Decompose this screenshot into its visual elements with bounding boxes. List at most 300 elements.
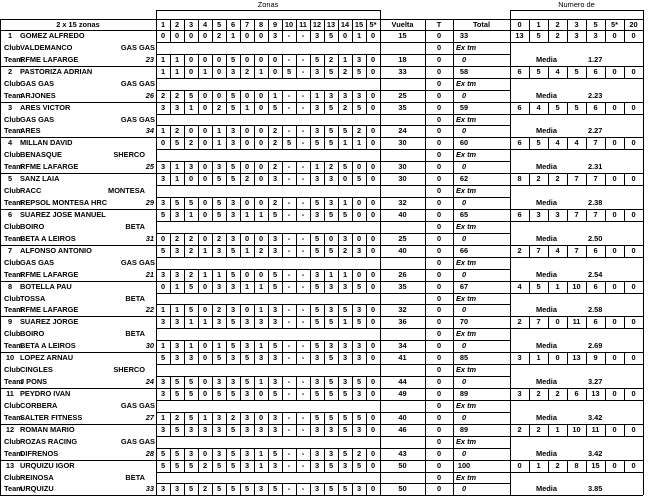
score-count: 11	[591, 424, 600, 434]
lap-total: 40	[398, 245, 407, 255]
grid-vline	[366, 388, 367, 400]
rider-club: ROZAS RACING	[20, 436, 78, 446]
media-label: Media	[536, 162, 557, 172]
grid-vline	[282, 209, 283, 221]
grand-total: 60	[459, 138, 469, 148]
team-label: Team	[4, 90, 23, 100]
grid-vline	[170, 66, 171, 78]
zone-score: 5	[328, 484, 334, 494]
score-count: 0	[612, 317, 617, 327]
grid-vline	[605, 316, 606, 328]
grid-vline	[156, 30, 157, 66]
grid-vline	[352, 173, 353, 185]
zone-score: 3	[328, 424, 334, 434]
zone-score: 1	[188, 317, 194, 327]
grid-vline	[254, 30, 255, 42]
grid-vline	[198, 66, 199, 78]
grid-vline	[643, 209, 644, 245]
zone-score: 5	[244, 353, 250, 363]
lap-total: 18	[398, 54, 407, 64]
grid-vline	[624, 209, 625, 221]
score-count: 0	[612, 31, 617, 40]
score-count: 8	[517, 174, 522, 184]
rider-bike: BETA	[125, 472, 145, 482]
grid-vline	[324, 19, 325, 30]
zone-header: 7	[244, 20, 250, 29]
grid-vline	[338, 269, 339, 281]
grid-vline	[352, 424, 353, 436]
zone-score: 5	[314, 317, 320, 327]
grid-vline	[586, 424, 587, 436]
zone-score: 3	[314, 460, 320, 470]
zone-score: 0	[216, 66, 222, 76]
time-penalty: 0	[436, 424, 442, 434]
grid-hline	[156, 54, 510, 55]
grid-vline	[226, 269, 227, 281]
grid-vline	[170, 352, 171, 364]
zone-score: 3	[314, 377, 320, 387]
zone-score: 1	[160, 305, 166, 315]
grid-vline	[529, 173, 530, 185]
grid-vline	[338, 209, 339, 221]
zone-score: 3	[314, 210, 320, 219]
grid-vline	[212, 388, 213, 400]
grid-vline	[425, 245, 426, 281]
zone-score: 0	[370, 90, 376, 100]
score-count: 0	[612, 353, 617, 363]
zone-score: 3	[356, 424, 362, 434]
zone-score: 5	[230, 90, 236, 100]
time-penalty: 0	[436, 138, 442, 148]
grid-vline	[529, 137, 530, 149]
grid-vline	[198, 90, 199, 102]
score-count: 13	[515, 31, 524, 40]
zone-score: 0	[356, 210, 362, 219]
grid-vline	[254, 197, 255, 209]
zone-score: 5	[188, 198, 194, 208]
media-label: Media	[536, 90, 557, 100]
zone-score: 2	[342, 102, 348, 112]
zone-score: 1	[342, 269, 348, 279]
zone-score: -	[287, 198, 291, 208]
grid-vline	[254, 412, 255, 424]
grid-vline	[296, 376, 297, 388]
grid-vline	[240, 304, 241, 316]
team-label: Team	[4, 198, 23, 208]
zone-score: 3	[314, 31, 320, 40]
grid-vline	[184, 269, 185, 281]
zone-score: 0	[370, 353, 376, 363]
rider-dorsal: 21	[145, 269, 154, 279]
grid-vline	[212, 137, 213, 149]
zone-score: 5	[188, 305, 194, 315]
zone-score: 5	[314, 245, 320, 255]
grid-vline	[198, 197, 199, 209]
zone-score: -	[301, 54, 305, 64]
rider-name: SANZ LAIA	[20, 174, 60, 184]
rider-dorsal: 22	[145, 305, 154, 315]
zone-score: 3	[328, 341, 334, 351]
rider-club: TOSSA	[20, 293, 46, 303]
grid-vline	[170, 376, 171, 388]
score-count: 2	[517, 424, 522, 434]
grid-vline	[212, 304, 213, 316]
zone-score: 5	[160, 353, 166, 363]
zone-score: -	[287, 233, 291, 243]
grid-vline	[254, 448, 255, 460]
grid-vline	[240, 388, 241, 400]
grid-vline	[268, 209, 269, 221]
zone-score: -	[287, 31, 291, 40]
zone-score: -	[287, 412, 291, 422]
grid-vline	[240, 102, 241, 114]
zone-score: 0	[370, 210, 376, 219]
grid-vline	[352, 281, 353, 293]
zone-score: 3	[272, 353, 278, 363]
grid-vline	[338, 19, 339, 30]
grid-vline	[156, 66, 157, 102]
zone-score: 3	[230, 353, 236, 363]
zone-score: 5	[314, 389, 320, 398]
zone-score: 5	[286, 66, 292, 76]
grid-vline	[453, 460, 454, 496]
grid-vline	[366, 245, 367, 257]
zone-score: 3	[356, 245, 362, 255]
zone-score: 2	[174, 126, 180, 136]
zone-score: 1	[230, 31, 236, 40]
grid-vline	[156, 137, 157, 173]
zone-score: 5	[216, 198, 222, 208]
media-label: Media	[536, 448, 557, 458]
zone-score: 1	[160, 66, 166, 76]
media-value: 3.42	[588, 448, 603, 458]
grid-vline	[605, 352, 606, 364]
time-penalty: 0	[436, 210, 442, 219]
grid-vline	[240, 352, 241, 364]
rider-position: 12	[5, 424, 15, 434]
score-count: 3	[517, 353, 522, 363]
grid-vline	[296, 460, 297, 472]
zone-score: 5	[356, 317, 362, 327]
time-penalty: 0	[436, 412, 442, 422]
score-count: 0	[631, 210, 636, 219]
grid-vline	[254, 483, 255, 495]
zone-header: 3	[188, 20, 194, 29]
grid-vline	[380, 352, 381, 388]
score-count: 7	[536, 245, 541, 255]
zone-score: -	[287, 90, 291, 100]
zone-score: 3	[314, 174, 320, 184]
grid-vline	[268, 483, 269, 495]
rider-dorsal: 26	[145, 90, 154, 100]
zone-score: 3	[216, 412, 222, 422]
total-header: Total	[472, 20, 491, 29]
zone-header: 6	[230, 20, 236, 29]
grid-vline	[338, 137, 339, 149]
grid-vline	[198, 352, 199, 364]
zone-score: 3	[356, 484, 362, 494]
score-count: 0	[631, 424, 636, 434]
score-count: 5	[536, 281, 541, 291]
grid-vline	[366, 54, 367, 66]
grid-vline	[453, 19, 454, 30]
zone-score: 2	[272, 138, 278, 148]
grid-vline	[296, 340, 297, 352]
zone-score: 3	[258, 484, 264, 494]
zone-score: 5	[216, 353, 222, 363]
grid-vline	[586, 137, 587, 149]
rider-dorsal: 27	[145, 412, 154, 422]
grid-vline	[605, 388, 606, 400]
time-penalty: 0	[436, 126, 442, 136]
grid-hline	[156, 197, 510, 198]
score-count: 4	[555, 138, 560, 148]
grid-vline	[184, 233, 185, 245]
zone-score: 1	[202, 269, 208, 279]
grid-vline	[567, 209, 568, 221]
grid-vline	[548, 102, 549, 114]
zone-score: 5	[328, 66, 334, 76]
grid-vline	[624, 19, 625, 30]
time-penalty: 0	[436, 221, 442, 231]
grand-total: 0	[461, 484, 467, 494]
grid-vline	[240, 197, 241, 209]
grid-vline	[268, 161, 269, 173]
grid-vline	[226, 376, 227, 388]
grid-vline	[529, 66, 530, 78]
grid-vline	[366, 30, 367, 42]
grid-vline	[282, 388, 283, 400]
grid-vline	[198, 54, 199, 66]
zone-score: 5	[174, 138, 180, 148]
grid-vline	[184, 19, 185, 30]
zone-score: 5	[160, 245, 166, 255]
grid-vline	[268, 412, 269, 424]
grid-vline	[338, 233, 339, 245]
grid-vline	[198, 316, 199, 328]
zone-score: 5	[216, 389, 222, 398]
grid-vline	[156, 424, 157, 460]
lap-total: 24	[398, 126, 407, 136]
time-penalty: 0	[436, 66, 442, 76]
grid-vline	[282, 460, 283, 472]
grand-total: 67	[459, 281, 469, 291]
grid-vline	[268, 197, 269, 209]
grid-vline	[282, 137, 283, 149]
rider-team: RFME LAFARGE	[20, 269, 79, 279]
zone-score: 0	[370, 66, 376, 76]
zone-score: 0	[160, 138, 166, 148]
grid-vline	[184, 245, 185, 257]
grid-vline	[212, 102, 213, 114]
zone-score: 3	[174, 245, 180, 255]
grid-vline	[324, 376, 325, 388]
zone-score: 1	[174, 66, 180, 76]
grid-vline	[366, 316, 367, 328]
grid-vline	[184, 137, 185, 149]
zone-score: 0	[244, 90, 250, 100]
grand-total: 0	[461, 233, 467, 243]
zone-score: 3	[314, 484, 320, 494]
zone-score: -	[301, 341, 305, 351]
zone-score: 5	[314, 281, 320, 291]
grid-hline	[156, 376, 510, 377]
zone-score: 1	[202, 412, 208, 422]
zone-score: 5	[230, 341, 236, 351]
rider-name: GOMEZ ALFREDO	[20, 31, 85, 40]
zone-score: 0	[370, 412, 376, 422]
grid-vline	[352, 460, 353, 472]
rider-position: 2	[7, 66, 13, 76]
score-count: 0	[612, 138, 617, 148]
media-value: 2.50	[588, 233, 603, 243]
zone-score: 3	[230, 210, 236, 219]
grid-vline	[254, 66, 255, 78]
zone-score: 5	[230, 102, 236, 112]
lap-total: 36	[398, 317, 407, 327]
zone-score: -	[287, 102, 291, 112]
rider-position: 10	[5, 353, 15, 363]
zone-score: 3	[356, 305, 362, 315]
zone-score: 5	[314, 233, 320, 243]
grid-vline	[624, 173, 625, 185]
grid-vline	[310, 388, 311, 400]
grid-vline	[240, 137, 241, 149]
score-count: 2	[536, 424, 541, 434]
zone-score: 3	[174, 341, 180, 351]
score-count: 0	[555, 317, 560, 327]
zone-score: 0	[272, 66, 278, 76]
numero-de-title: Numero de	[558, 0, 595, 9]
media-value: 1.27	[588, 54, 603, 64]
grid-vline	[324, 424, 325, 436]
rider-dorsal: 28	[145, 448, 154, 458]
grid-vline	[282, 19, 283, 30]
grid-vline	[605, 30, 606, 42]
grid-vline	[366, 483, 367, 495]
rider-bike: GAS GAS	[120, 114, 155, 124]
rider-position: 4	[7, 138, 13, 148]
zone-score: 2	[188, 245, 194, 255]
grid-vline	[198, 376, 199, 388]
rider-club: CORBERA	[20, 400, 58, 410]
grid-vline	[212, 125, 213, 137]
time-penalty: 0	[436, 90, 442, 100]
grand-total: 89	[459, 389, 469, 398]
rider-dorsal: 23	[145, 54, 154, 64]
grid-vline	[324, 197, 325, 209]
grid-vline	[198, 269, 199, 281]
grand-total: 0	[461, 341, 467, 351]
grand-total: 0	[461, 54, 467, 64]
grid-vline	[268, 19, 269, 30]
grid-vline	[268, 245, 269, 257]
zone-score: 5	[188, 460, 194, 470]
zone-score: 3	[342, 460, 348, 470]
zone-score: 1	[174, 305, 180, 315]
grid-vline	[226, 173, 227, 185]
team-label: Team	[4, 412, 23, 422]
grid-vline	[184, 352, 185, 364]
grid-vline	[529, 30, 530, 42]
zone-score: 0	[160, 31, 166, 40]
zone-score: -	[301, 269, 305, 279]
zone-score: 2	[188, 269, 194, 279]
grid-vline	[338, 448, 339, 460]
grid-vline	[338, 412, 339, 424]
grid-vline	[425, 102, 426, 138]
grid-vline	[240, 233, 241, 245]
grid-vline	[453, 209, 454, 245]
grid-vline	[184, 197, 185, 209]
grid-vline	[453, 66, 454, 102]
zone-score: 0	[188, 66, 194, 76]
score-count: 0	[631, 31, 636, 40]
zone-score: 5	[244, 377, 250, 387]
grid-vline	[453, 173, 454, 209]
grid-vline	[643, 352, 644, 388]
rider-name: ROMAN MARIO	[20, 424, 75, 434]
grid-vline	[352, 316, 353, 328]
ex-tm-label: Ex tm	[456, 400, 477, 410]
rider-bike: SHERCO	[113, 150, 145, 160]
zone-score: 0	[370, 54, 376, 64]
grid-vline	[212, 66, 213, 78]
zone-score: 1	[258, 210, 264, 219]
score-count: 7	[536, 317, 541, 327]
club-label: Club	[4, 186, 21, 196]
media-label: Media	[536, 412, 557, 422]
zone-header: 4	[202, 20, 208, 29]
zone-score: 5	[342, 162, 348, 172]
score-count: 10	[572, 424, 581, 434]
grid-vline	[380, 30, 381, 66]
grid-vline	[586, 209, 587, 221]
zone-score: 5	[188, 412, 194, 422]
zone-score: 5	[188, 377, 194, 387]
zone-score: 0	[188, 174, 194, 184]
grid-vline	[198, 125, 199, 137]
rider-club: RACC	[20, 186, 42, 196]
score-count: 0	[555, 353, 560, 363]
rider-name: SUAREZ JOSE MANUEL	[20, 210, 106, 219]
score-count: 0	[631, 317, 636, 327]
zone-score: 5	[174, 198, 180, 208]
zone-score: 5	[342, 412, 348, 422]
zone-score: 5	[160, 210, 166, 219]
zone-score: 5	[328, 377, 334, 387]
grid-vline	[296, 137, 297, 149]
zone-score: 0	[244, 54, 250, 64]
zone-score: 0	[244, 31, 250, 40]
grid-vline	[605, 66, 606, 78]
grid-vline	[310, 209, 311, 221]
grid-vline	[338, 304, 339, 316]
zone-score: 0	[258, 174, 264, 184]
grid-vline	[586, 352, 587, 364]
media-label: Media	[536, 126, 557, 136]
grid-vline	[624, 316, 625, 328]
grid-vline	[453, 281, 454, 317]
zone-score: 2	[328, 162, 334, 172]
grid-vline	[425, 388, 426, 424]
grid-vline	[296, 19, 297, 30]
lap-total: 35	[398, 281, 407, 291]
rider-team: J PONS	[20, 377, 48, 387]
grid-vline	[240, 340, 241, 352]
grid-vline	[184, 66, 185, 78]
zone-score: 3	[356, 54, 362, 64]
